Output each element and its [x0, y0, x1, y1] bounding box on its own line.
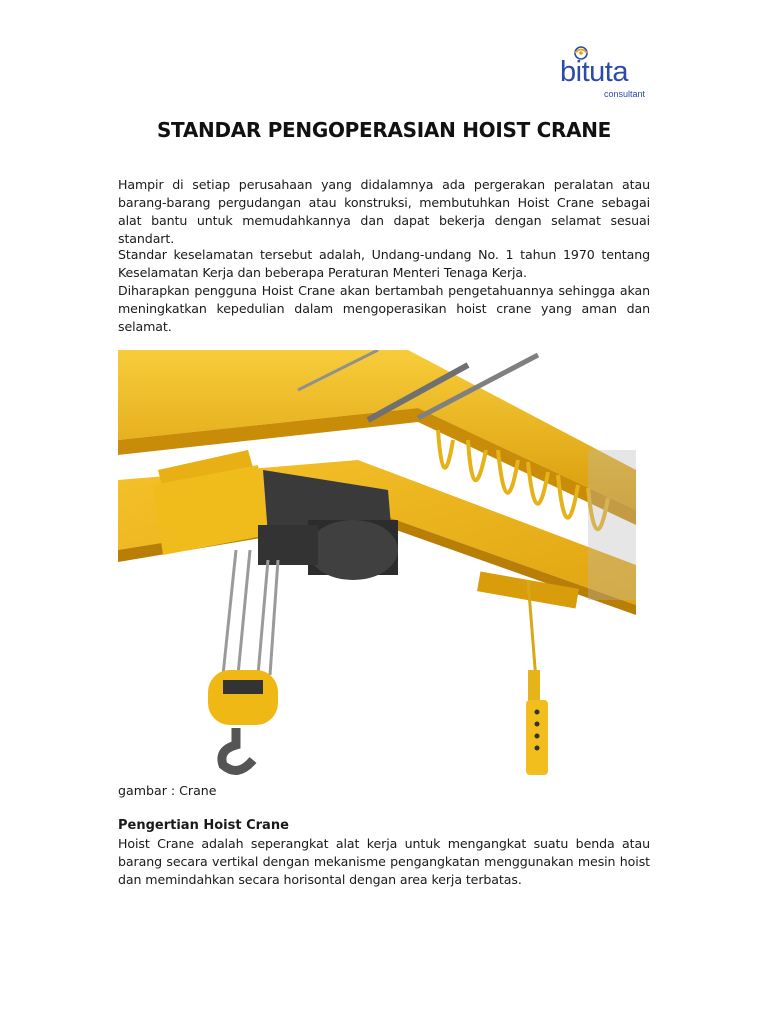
section-paragraph: Hoist Crane adalah seperangkat alat kerja untuk mengangkat suatu benda atau barang secara vertikal dengan mekanisme pengangkatan menggunakan mesin hoist dan memindahkan secara horisontal dengan area kerja terbatas. [118, 836, 650, 887]
intro-paragraph-2: Standar keselamatan tersebut adalah, Undang-undang No. 1 tahun 1970 tentang Keselamatan Kerja dan beberapa Peraturan Menteri Tenaga Kerja. [118, 247, 650, 280]
logo-subtitle: consultant [604, 89, 646, 99]
company-logo [556, 44, 656, 104]
document-title: STANDAR PENGOPERASIAN HOIST CRANE [156, 118, 612, 142]
intro-paragraph-3: Diharapkan pengguna Hoist Crane akan bertambah pengetahuannya sehingga akan meningkatkan kepedulian dalam mengoperasikan hoist crane yang aman dan selamat. [118, 283, 650, 334]
section-heading: Pengertian Hoist Crane [118, 818, 289, 833]
figure-caption: gambar : Crane [118, 783, 217, 798]
logo-wordmark: bituta [560, 56, 628, 88]
intro-paragraph-1: Hampir di setiap perusahaan yang didalamnya ada pergerakan peralatan atau barang-barang pergudangan atau konstruksi, membutuhkan Hoist Crane sebagai alat bantu untuk memudahkannya dan dapat bekerja dengan selamat sesuai standart. [118, 177, 650, 246]
crane-photo [118, 350, 636, 780]
